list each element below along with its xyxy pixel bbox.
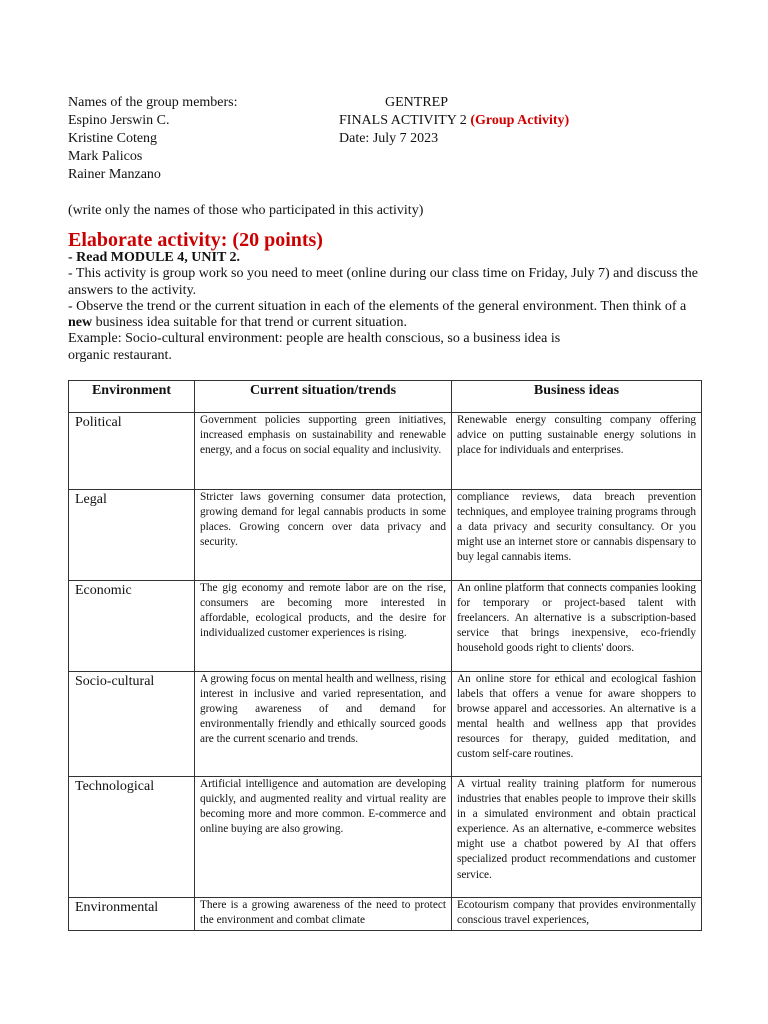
column-header-ideas: Business ideas [452,381,702,413]
environment-cell: Technological [69,777,195,898]
environment-cell: Environmental [69,898,195,931]
environment-cell: Legal [69,490,195,581]
instruction-line-1: - This activity is group work so you need to meet (online during our class time on Friday, July 7) and discuss the answers to the activity. [68,266,698,298]
member-name: Kristine Coteng [68,131,158,146]
member-name: Mark Palicos [68,149,143,164]
idea-cell: An online platform that connects companies looking for temporary or project-based talent with freelancers. An alternative is a subscription-based service that brings inexpensive, eco-friendly household goods right to clients' doors. [452,581,702,672]
example-line: Example: Socio-cultural environment: people are health conscious, so a business idea is [68,331,561,347]
environment-cell: Socio-cultural [69,672,195,777]
member-name: Rainer Manzano [68,167,161,182]
subject-title: GENTREP [385,95,448,110]
situation-cell: A growing focus on mental health and wellness, rising interest in inclusive and varied representation, and growing awareness of and demand for environmentally friendly and ethically sourced goods are the current scenario and trends. [195,672,452,777]
environment-cell: Economic [69,581,195,672]
table-row [69,413,702,490]
table-row [69,777,702,898]
table-header-row [69,381,702,413]
situation-cell: There is a growing awareness of the need to protect the environment and combat climate [195,898,452,931]
table-row [69,581,702,672]
idea-cell: A virtual reality training platform for numerous industries that enables people to improve their skills in a simulated environment and obtain practical experience. As an alternative, e-commerce websites might use a chatbot powered by AI that offers specialized product recommendations and customer service. [452,777,702,898]
idea-cell: Ecotourism company that provides environmentally conscious travel experiences, [452,898,702,931]
column-header-environment: Environment [69,381,195,413]
situation-cell: Artificial intelligence and automation are developing quickly, and augmented reality and virtual reality are becoming more and more common. E-commerce and online buying are also growing. [195,777,452,898]
idea-cell: Renewable energy consulting company offering advice on putting sustainable energy solutions in place for individuals and enterprises. [452,413,702,490]
idea-cell: An online store for ethical and ecological fashion labels that offers a venue for aware shoppers to browse apparel and accessories. An alternative is a mental health and wellness app that provides resources for therapy, guided meditation, and custom self-care routines. [452,672,702,777]
environment-table [68,380,702,931]
situation-cell: Government policies supporting green initiatives, increased emphasis on sustainability and renewable energy, and a focus on social equality and inclusivity. [195,413,452,490]
instruction-text: business idea suitable for that trend or current situation. [92,315,408,331]
activity-date: Date: July 7 2023 [339,131,439,146]
instruction-text: - Observe the trend or the current situation in each of the elements of the general environment. Then think of a [68,298,687,314]
table-row [69,898,702,931]
column-header-situation: Current situation/trends [195,381,452,413]
situation-cell: Stricter laws governing consumer data protection, growing demand for legal cannabis products in some places. Growing concern over data privacy and security. [195,490,452,581]
instructions [68,250,704,364]
activity-title [339,112,569,130]
instruction-emphasis: new [68,315,93,331]
situation-cell: The gig economy and remote labor are on the rise, consumers are becoming more interested in affordable, ecological products, and the desire for individualized customer experiences is rising. [195,581,452,672]
activity-prefix: FINALS ACTIVITY 2 [339,113,471,128]
member-name: Espino Jerswin C. [68,113,170,128]
members-label: Names of the group members: [68,95,238,110]
instruction-line-2 [68,299,704,332]
participation-note: (write only the names of those who participated in this activity) [68,203,424,218]
section-heading: Elaborate activity: (20 points) [68,229,323,251]
read-instruction: - Read MODULE 4, UNIT 2. [68,250,241,265]
environment-cell: Political [69,413,195,490]
example-line-2: organic restaurant. [68,347,172,363]
activity-tag: (Group Activity) [470,113,570,128]
table-row [69,490,702,581]
idea-cell: compliance reviews, data breach prevention techniques, and employee training programs through a data privacy and security consultancy. Or you might use an internet store or cannabis dispensary to buy legal cannabis items. [452,490,702,581]
table-row [69,672,702,777]
